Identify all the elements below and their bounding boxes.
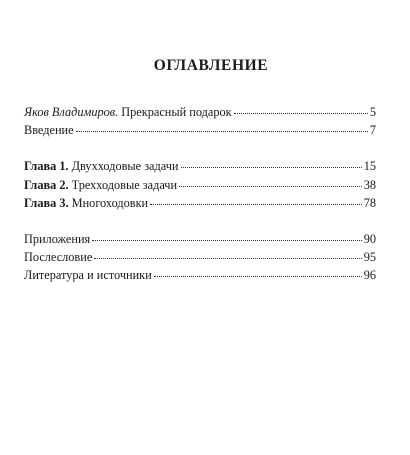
toc-entry-appendices [24, 231, 376, 247]
toc-entry-title: Многоходовки [68, 196, 149, 210]
dot-leader [76, 131, 368, 132]
toc-entry-label [24, 177, 177, 193]
toc-entry-title: Прекрасный подарок [118, 105, 232, 119]
toc-entry-title: Приложения [24, 232, 91, 246]
toc-entry-title: Послесловие [24, 250, 93, 264]
dot-leader [181, 167, 362, 168]
toc-entry-page: 5 [369, 105, 376, 119]
toc-entry-page: 38 [363, 178, 376, 192]
toc-entry-page: 7 [369, 123, 376, 137]
toc-heading: ОГЛАВЛЕНИЕ [153, 57, 269, 74]
toc-entry-page: 95 [363, 250, 376, 264]
toc-entry-label [24, 104, 232, 120]
toc-entry-literature [24, 267, 376, 283]
toc-entry-chapter-2 [24, 177, 376, 193]
toc-entry-label [24, 267, 152, 283]
toc-entry-page: 78 [363, 196, 376, 210]
toc-entry-title: Введение [24, 123, 74, 137]
toc-entry-chapter-number: Глава 2. [24, 178, 69, 192]
toc-entry-page: 15 [363, 159, 376, 173]
toc-entry-foreword [24, 104, 376, 120]
dot-leader [154, 276, 362, 277]
toc-entry-chapter-number: Глава 3. [24, 196, 69, 210]
toc-entry-chapter-number: Глава 1. [24, 159, 69, 173]
dot-leader [94, 258, 361, 259]
toc-entry-title: Двухходовые задачи [68, 159, 179, 173]
dot-leader [179, 186, 362, 187]
dot-leader [234, 113, 368, 114]
toc-entry-introduction [24, 122, 376, 138]
toc-entry-chapter-1 [24, 158, 376, 174]
toc-entry-label [24, 249, 92, 265]
toc-entry-chapter-3 [24, 195, 376, 211]
toc-entry-title: Трехходовые задачи [68, 178, 178, 192]
toc-entry-afterword [24, 249, 376, 265]
dot-leader [92, 240, 362, 241]
toc-entry-author: Яков Владимиров. [24, 105, 119, 119]
toc-entry-title: Литература и источники [24, 268, 152, 282]
dot-leader [150, 204, 362, 205]
toc-entry-page: 96 [363, 268, 376, 282]
toc-entry-label [24, 195, 148, 211]
toc-entry-label [24, 231, 90, 247]
toc-entry-label [24, 158, 179, 174]
toc-entry-page: 90 [363, 232, 376, 246]
toc-entry-label [24, 122, 74, 138]
